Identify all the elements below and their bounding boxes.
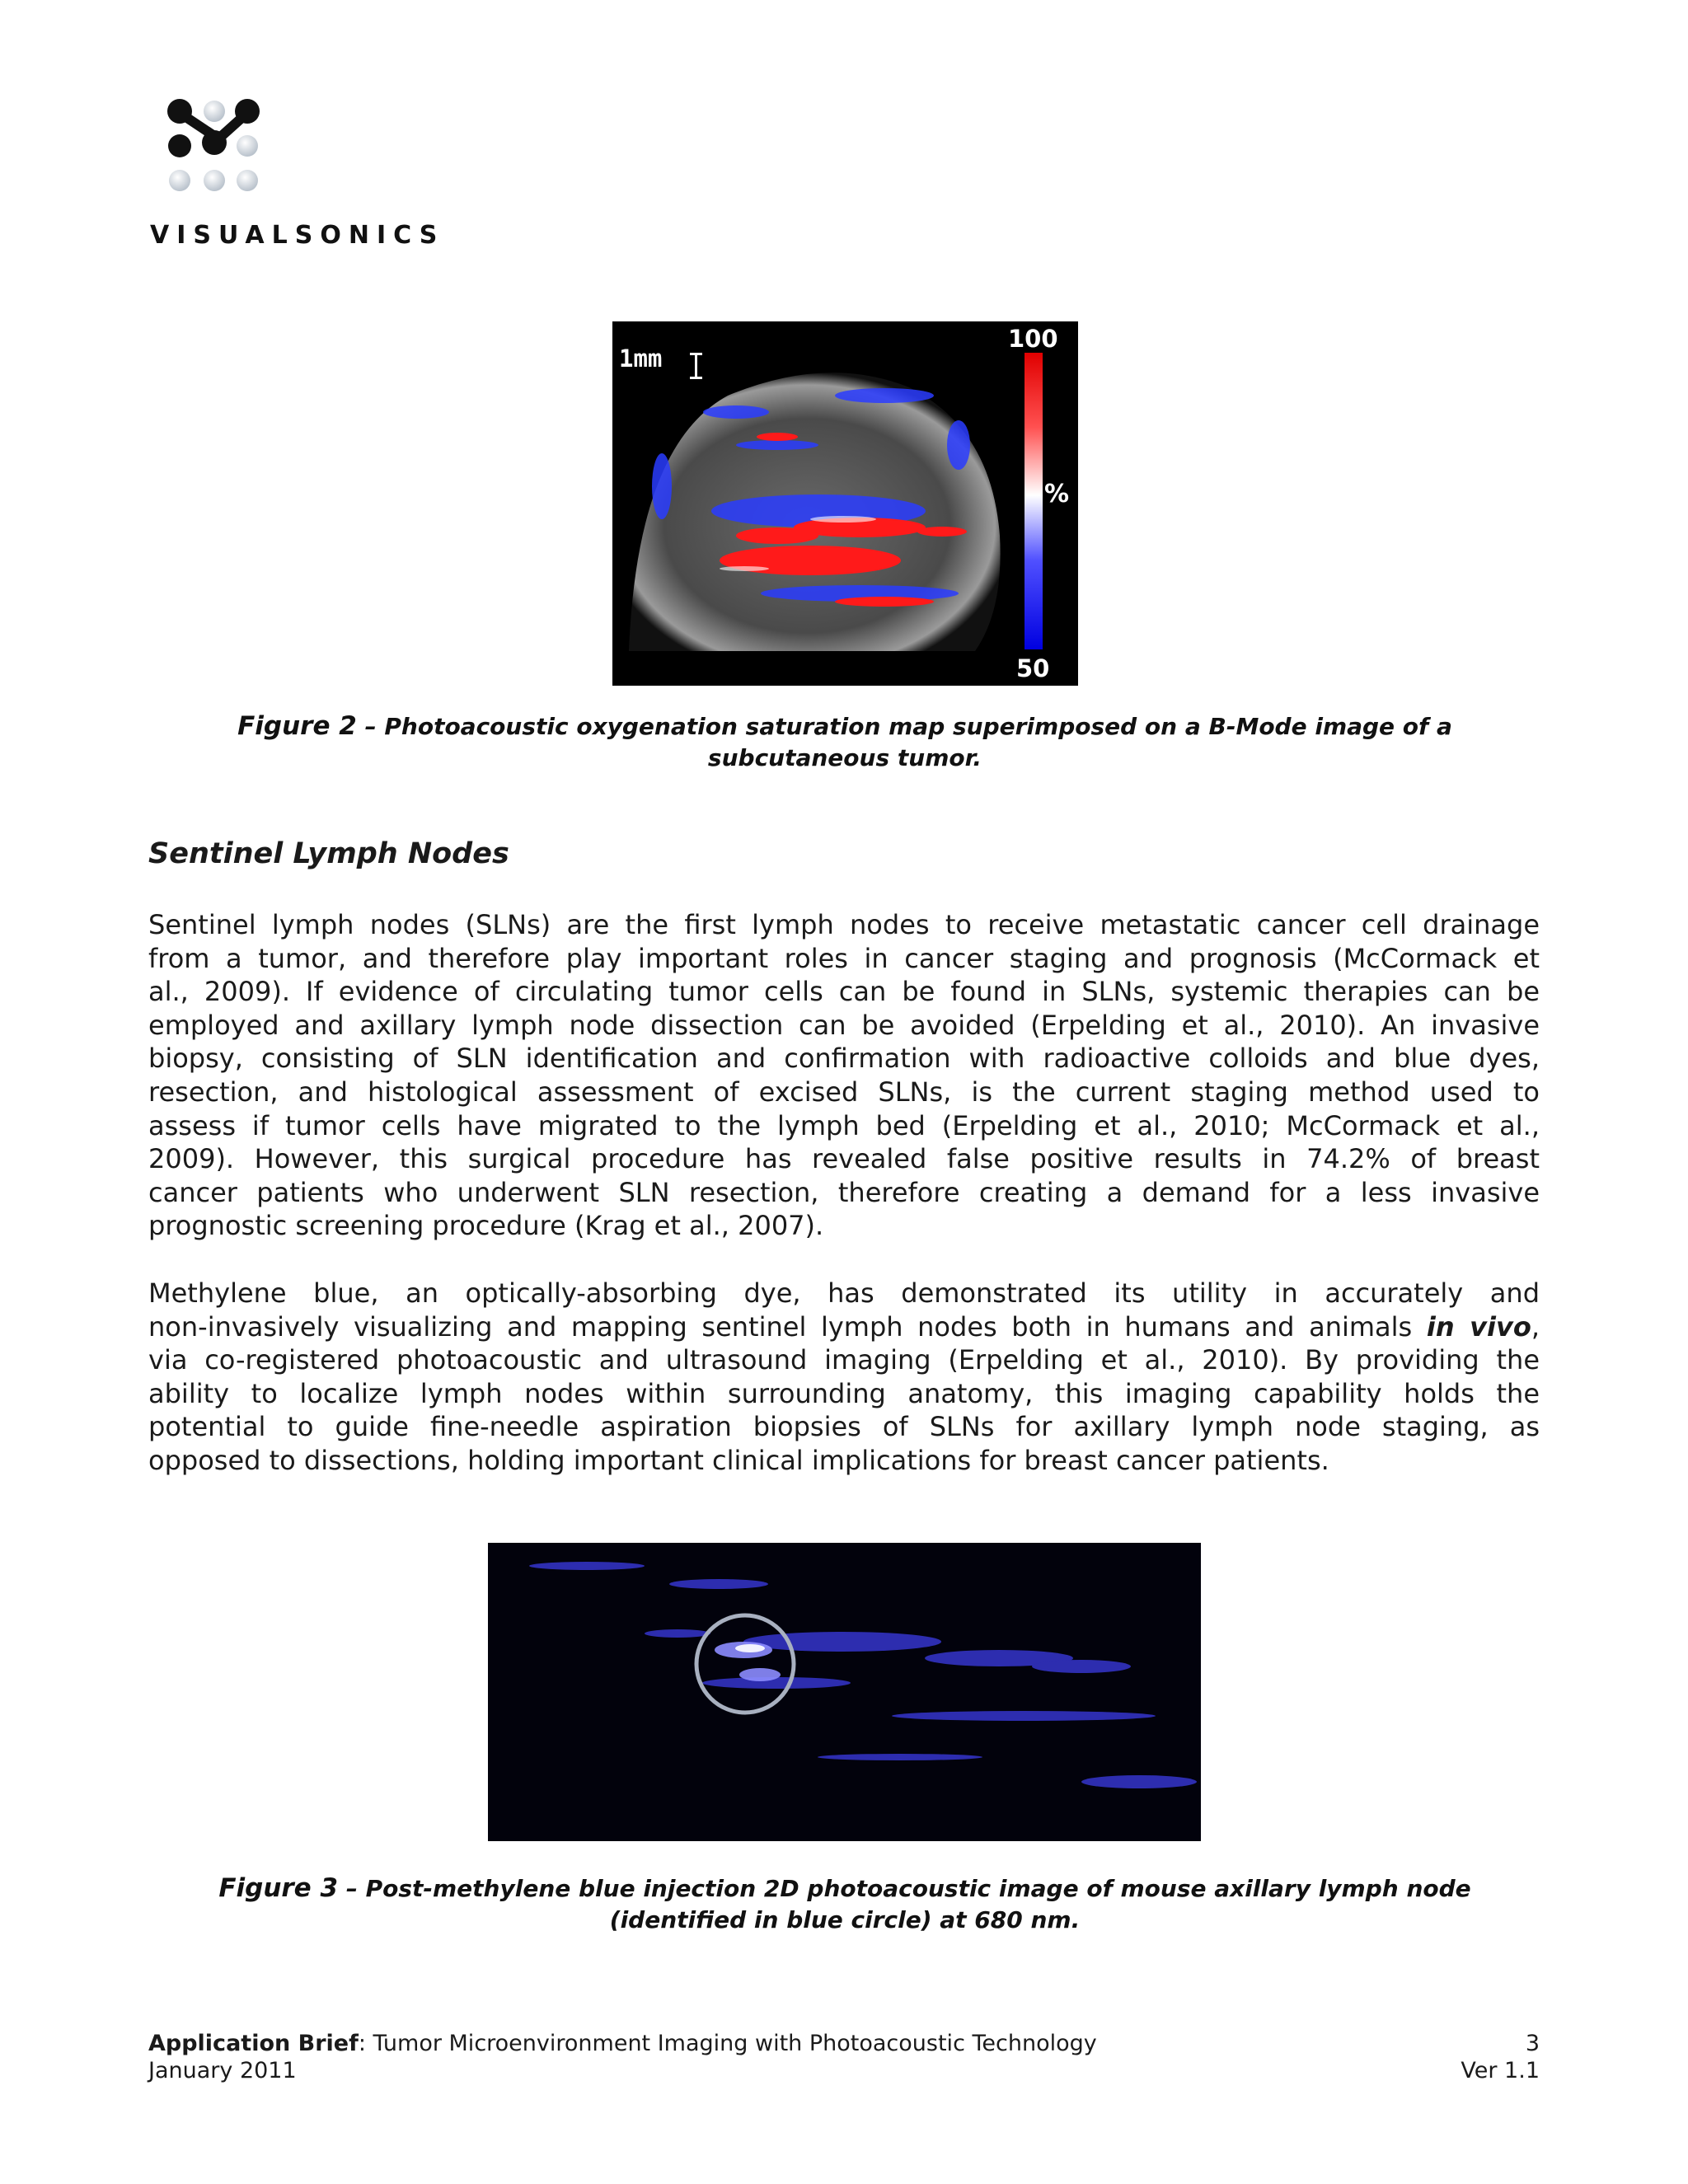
emphasis-in-vivo: in vivo <box>1426 1310 1531 1343</box>
line-text: non-invasively visualizing and mapping sentinel lymph nodes both in humans and animals <box>148 1310 1427 1343</box>
footer-document-title: : Tumor Microenvironment Imaging with Photoacoustic Technology <box>358 2031 1097 2056</box>
page-footer <box>148 2030 1540 2084</box>
paragraph-line: Methylene blue, an optically-absorbing dye, has demonstrated its utility in accurately and <box>148 1277 1540 1309</box>
footer-label: Application Brief <box>148 2031 359 2056</box>
figure-2-image <box>612 321 1078 686</box>
paragraph-2 <box>148 1277 1540 1478</box>
colorbar-min-label: 50 <box>1016 654 1050 682</box>
paragraph-1 <box>148 908 1540 1243</box>
paragraph-line: al., 2009). If evidence of circulating tumor cells can be found in SLNs, systemic therapies can be <box>148 976 1540 1008</box>
paragraph-line-with-emphasis <box>148 1310 1540 1344</box>
paragraph-line: from a tumor, and therefore play important roles in cancer staging and prognosis (McCormack et <box>148 942 1540 974</box>
footer-version: Ver 1.1 <box>1461 2058 1540 2083</box>
paragraph-line: cancer patients who underwent SLN resection, therefore creating a demand for a less invasive <box>148 1176 1540 1208</box>
figure-2-caption <box>148 710 1541 774</box>
line-text: , <box>1531 1310 1540 1343</box>
paragraph-line: resection, and histological assessment of excised SLNs, is the current staging method used to <box>148 1076 1540 1108</box>
caption-lead: Figure 3 <box>218 1873 339 1903</box>
paragraph-line: potential to guide fine-needle aspiration biopsies of SLNs for axillary lymph node staging, as <box>148 1411 1540 1443</box>
footer-title <box>148 2031 1097 2056</box>
caption-text: – Photoacoustic oxygenation saturation map superimposed on a B-Mode image of a subcutaneous tumor. <box>356 713 1452 771</box>
paragraph-line: ability to localize lymph nodes within surrounding anatomy, this imaging capability holds the <box>148 1377 1540 1409</box>
colorbar-max-label: 100 <box>1008 325 1058 353</box>
paragraph-line: opposed to dissections, holding important clinical implications for breast cancer patients. <box>148 1444 1329 1476</box>
colorbar <box>1025 353 1043 649</box>
photoacoustic-lymph-node-image-icon <box>488 1543 1201 1841</box>
scale-bar-label: 1mm <box>619 344 663 373</box>
visualsonics-dot-logo-icon <box>165 95 264 202</box>
page-number: 3 <box>1525 2031 1540 2056</box>
paragraph-line: biopsy, consisting of SLN identification and confirmation with radioactive colloids and blue dyes, <box>148 1043 1540 1075</box>
paragraph-line: Sentinel lymph nodes (SLNs) are the first lymph nodes to receive metastatic cancer cell drainage <box>148 909 1540 940</box>
section-heading: Sentinel Lymph Nodes <box>148 837 509 870</box>
caption-lead: Figure 2 <box>237 711 357 741</box>
footer-date: January 2011 <box>148 2058 297 2083</box>
paragraph-line: assess if tumor cells have migrated to the lymph bed (Erpelding et al., 2010; McCormack et al., <box>148 1109 1540 1141</box>
caption-text: – Post-methylene blue injection 2D photoacoustic image of mouse axillary lymph node (identified in blue circle) at 680 nm. <box>338 1875 1471 1933</box>
colorbar-unit-label: % <box>1044 480 1070 509</box>
paragraph-line: employed and axillary lymph node dissection can be avoided (Erpelding et al., 2010). An invasive <box>148 1009 1540 1041</box>
photoacoustic-oxygen-saturation-image-icon <box>612 321 1078 686</box>
paragraph-line: via co-registered photoacoustic and ultrasound imaging (Erpelding et al., 2010). By providing the <box>148 1344 1540 1376</box>
logo-wordmark: VISUALSONICS <box>150 221 445 250</box>
company-logo <box>148 95 445 260</box>
figure-3-caption <box>148 1872 1541 1936</box>
paragraph-line: prognostic screening procedure (Krag et al., 2007). <box>148 1210 824 1242</box>
paragraph-line: 2009). However, this surgical procedure has revealed false positive results in 74.2% of breast <box>148 1143 1540 1175</box>
figure-3-image <box>488 1543 1201 1841</box>
